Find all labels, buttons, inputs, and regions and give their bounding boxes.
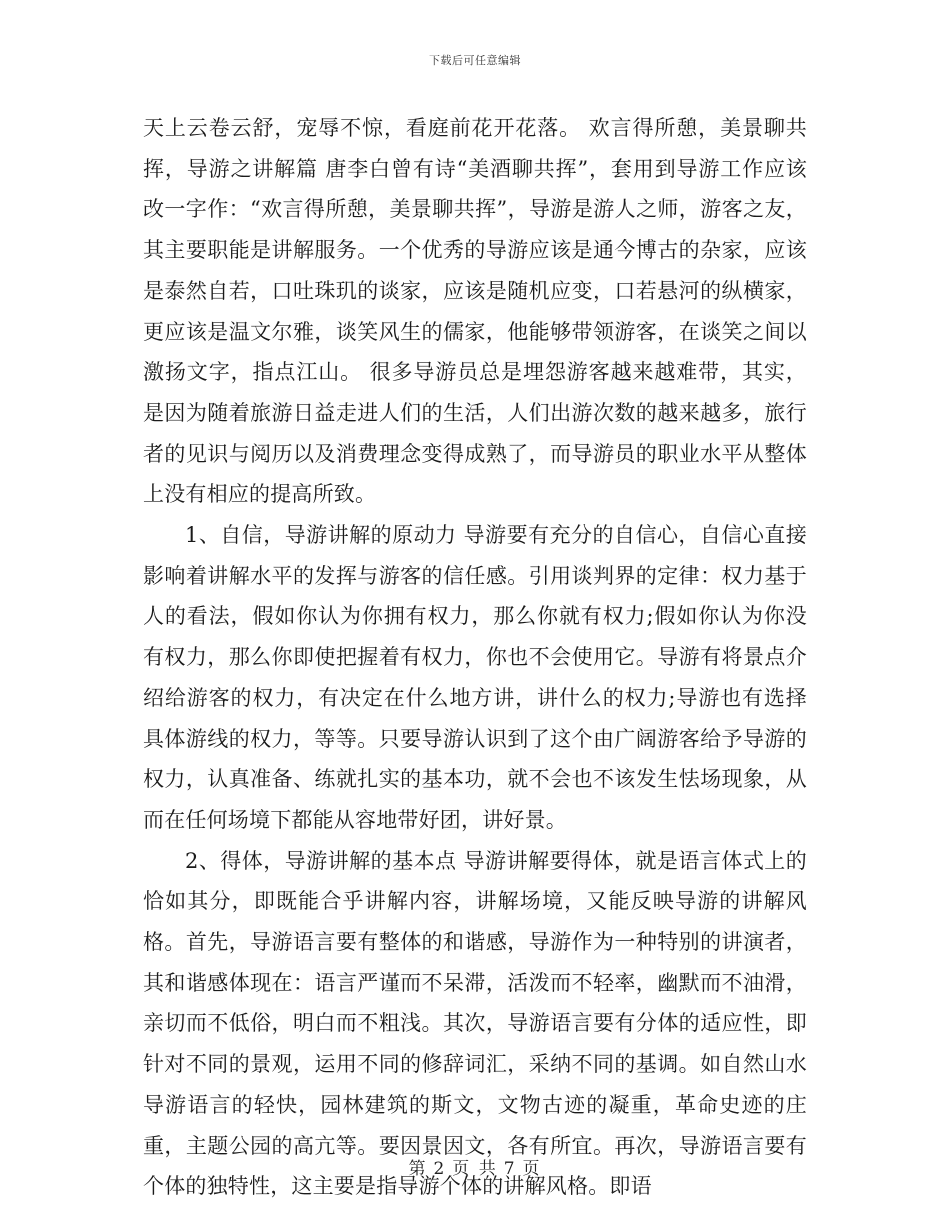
page-footer [0,1154,950,1179]
body-text [143,108,807,1207]
paragraph-confidence: 1、自信，导游讲解的原动力 导游要有充分的自信心，自信心直接影响着讲解水平的发挥与游客的信任感。引用谈判界的定律：权力基于人的看法，假如你认为你拥有权力，那么你就有权力;假如你认为你没有权力，那么你即使把握着有权力，你也不会使用它。导游有将景点介绍给游客的权力，有决定在什么地方讲，讲什么的权力;导游也有选择具体游线的权力，等等。只要导游认识到了这个由广阔游客给予导游的权力，认真准备、练就扎实的基本功，就不会也不该发生怯场现象，从而在任何场境下都能从容地带好团，讲好景。 [143,523,807,832]
footer-prefix: 第 [408,1159,428,1179]
footer-middle: 页 共 [452,1159,498,1179]
footer-total-pages: 7 [503,1159,517,1179]
paragraph-intro: 天上云卷云舒，宠辱不惊，看庭前花开花落。 欢言得所憩，美景聊共挥，导游之讲解篇 唐李白曾有诗“美酒聊共挥”，套用到导游工作应该改一字作：“欢言得所憩，美景聊共挥”，导游是游人之师，游客之友，其主要职能是讲解服务。一个优秀的导游应该是通今博古的杂家，应该是泰然自若，口吐珠玑的谈家，应该是随机应变，口若悬河的纵横家，更应该是温文尔雅，谈笑风生的儒家，他能够带领游客，在谈笑之间以激扬文字，指点江山。 很多导游员总是埋怨游客越来越难带，其实，是因为随着旅游日益走进人们的生活，人们出游次数的越来越多，旅行者的见识与阅历以及消费理念变得成熟了，而导游员的职业水平从整体上没有相应的提高所致。 [143,116,807,507]
footer-suffix: 页 [522,1159,542,1179]
footer-page-number: 2 [433,1159,447,1179]
page-header: 下载后可任意编辑 [429,54,521,67]
paragraph-propriety: 2、得体，导游讲解的基本点 导游讲解要得体，就是语言体式上的恰如其分，即既能合乎讲解内容，讲解场境，又能反映导游的讲解风格。首先，导游语言要有整体的和谐感，导游作为一种特别的讲演者，其和谐感体现在：语言严谨而不呆滞，活泼而不轻率，幽默而不油滑，亲切而不低俗，明白而不粗浅。其次，导游语言要有分体的适应性，即针对不同的景观，运用不同的修辞词汇，采纳不同的基调。如自然山水导游语言的轻快，园林建筑的斯文，文物古迹的凝重，革命史迹的庄重，主题公园的高亢等。要因景因文，各有所宜。再次，导游语言要有个体的独特性，这主要是指导游个体的讲解风格。即语 [143,848,807,1199]
